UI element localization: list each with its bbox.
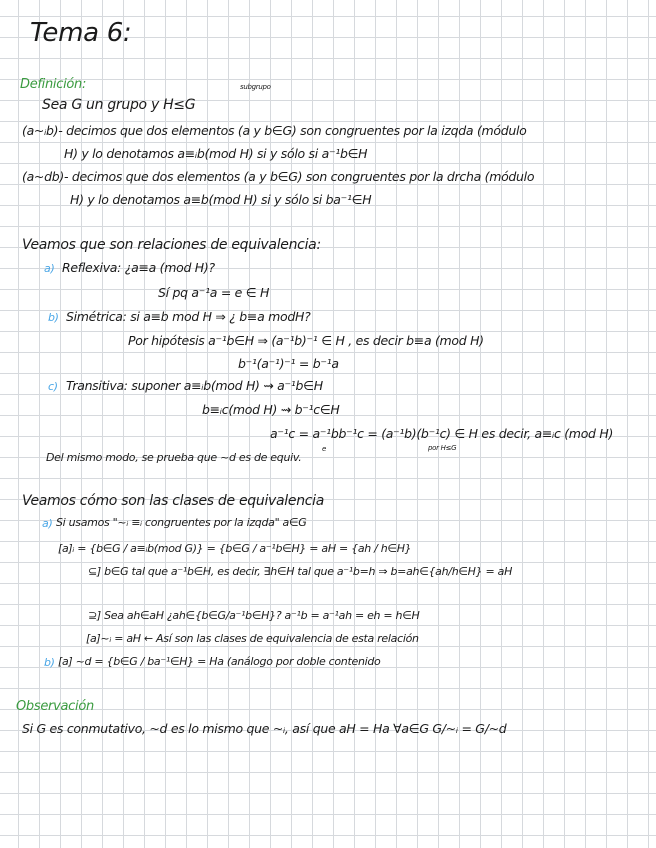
transitive-label: c)	[48, 380, 58, 393]
reflexive-proof: Sí pq a⁻¹a = e ∈ H	[158, 285, 270, 300]
classes-a-line-3: ⊇] Sea ah∈aH ¿ah∈{b∈G/a⁻¹b∈H}? a⁻¹b = a⁻¹ah = eh = h∈H	[88, 609, 420, 622]
symmetric-label: b)	[48, 311, 59, 324]
reflexive-text: Reflexiva: ¿a≡a (mod H)?	[62, 260, 215, 275]
definition-heading: Definición:	[20, 77, 87, 92]
reflexive-label: a)	[44, 262, 55, 275]
classes-a-line-1: [a]ᵢ = {b∈G / a≡ᵢb(mod G)} = {b∈G / a⁻¹b∈H} = aH = {ah / h∈H}	[58, 542, 412, 555]
definition-line-1: Sea G un grupo y H≤G	[42, 97, 196, 113]
transitive-proof-1: b≡ᵢc(mod H) ⇝ b⁻¹c∈H	[202, 402, 340, 417]
subgroup-annotation: subgrupo	[240, 83, 271, 91]
definition-line-4: (a~db)- decimos que dos elementos (a y b∈G) son congruentes por la drcha (módulo	[22, 169, 535, 184]
classes-a-text: Si usamos "~ᵢ ≡ᵢ congruentes por la izqda" a∈G	[56, 516, 307, 529]
classes-heading: Veamos cómo son las clases de equivalencia	[22, 493, 325, 509]
symmetric-proof-2: b⁻¹(a⁻¹)⁻¹ = b⁻¹a	[238, 356, 339, 371]
transitive-note: por H≤G	[428, 444, 457, 452]
symmetric-text: Simétrica: si a≡b mod H ⇒ ¿ b≡a modH?	[66, 309, 311, 324]
equivalence-conclusion: Del mismo modo, se prueba que ~d es de equiv.	[46, 451, 302, 464]
transitive-e-mark: e	[322, 445, 327, 453]
observation-heading: Observación	[16, 699, 94, 714]
classes-a-line-4: [a]~ᵢ = aH ← Así son las clases de equivalencia de esta relación	[86, 632, 419, 645]
classes-a-line-2: ⊆] b∈G tal que a⁻¹b∈H, es decir, ∃h∈H tal que a⁻¹b=h ⇒ b=ah∈{ah/h∈H} = aH	[88, 565, 513, 578]
symmetric-proof-1: Por hipótesis a⁻¹b∈H ⇒ (a⁻¹b)⁻¹ ∈ H , es decir b≡a (mod H)	[128, 333, 484, 348]
definition-line-2: (a~ᵢb)- decimos que dos elementos (a y b∈G) son congruentes por la izqda (módulo	[22, 123, 527, 138]
classes-a-label: a)	[42, 517, 53, 530]
transitive-proof-2: a⁻¹c = a⁻¹bb⁻¹c = (a⁻¹b)(b⁻¹c) ∈ H es decir, a≡ᵢc (mod H)	[270, 426, 614, 441]
definition-line-5: H) y lo denotamos a≡b(mod H) si y sólo si ba⁻¹∈H	[70, 192, 372, 207]
equivalence-heading: Veamos que son relaciones de equivalencia:	[22, 237, 321, 253]
classes-b-label: b)	[44, 656, 55, 669]
page-title: Tema 6:	[30, 18, 132, 48]
definition-line-3: H) y lo denotamos a≡ᵢb(mod H) si y sólo si a⁻¹b∈H	[64, 146, 368, 161]
observation-text: Si G es conmutativo, ~d es lo mismo que ~ᵢ, así que aH = Ha ∀a∈G G/~ᵢ = G/~d	[22, 721, 507, 736]
classes-b-text: [a] ~d = {b∈G / ba⁻¹∈H} = Ha (análogo por doble contenido	[58, 655, 381, 668]
transitive-text: Transitiva: suponer a≡ᵢb(mod H) ⇝ a⁻¹b∈H	[66, 378, 323, 393]
